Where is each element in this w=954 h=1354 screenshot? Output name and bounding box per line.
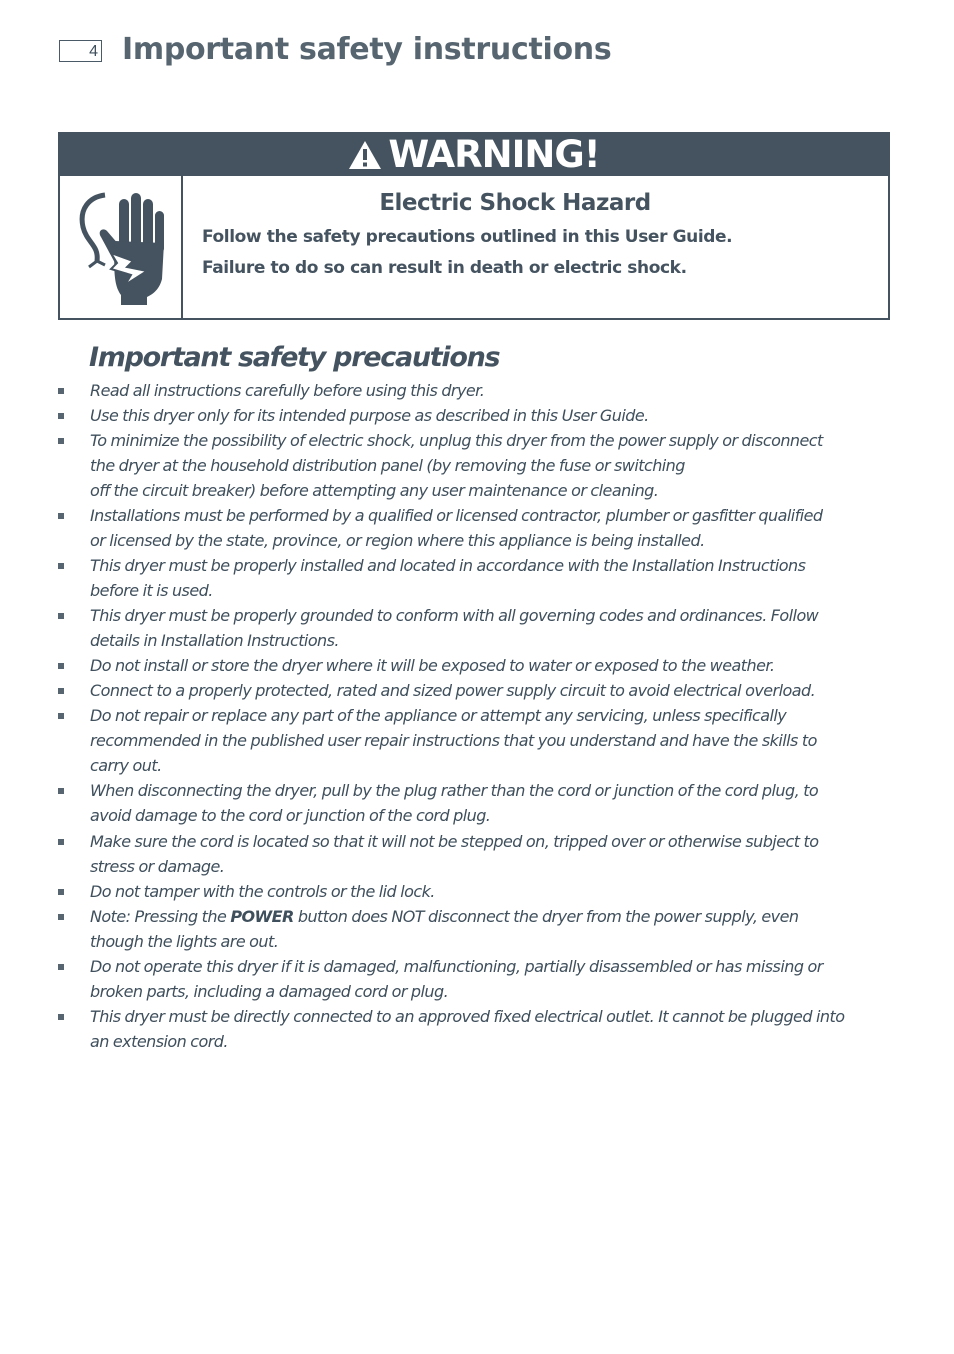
list-item: Do not install or store the dryer where it will be exposed to water or exposed to the weather. [57,653,895,678]
bullet-icon [58,438,64,444]
list-item: To minimize the possibility of electric shock, unplug this dryer from the power supply or disconnect the dryer at the household distribution panel (by removing the fuse or switching off the circuit breaker) before attempting any user maintenance or cleaning. [57,428,895,503]
bullet-icon [58,713,64,719]
list-item: This dryer must be directly connected to an approved fixed electrical outlet. It cannot be plugged into an extension cord. [57,1004,895,1054]
section-title: Important safety precautions [89,342,500,373]
bullet-icon [58,964,64,970]
power-button-label: POWER [230,907,294,926]
electric-shock-hand-icon [71,187,171,307]
hazard-title: Electric Shock Hazard [379,190,651,216]
bullet-icon [58,1014,64,1020]
list-item: Connect to a properly protected, rated and sized power supply circuit to avoid electrical overload. [57,678,895,703]
icon-cell [60,176,183,318]
bullet-icon [58,914,64,920]
bullet-icon [58,413,64,419]
warning-title: WARNING! [388,133,600,176]
hazard-line: Follow the safety precautions outlined in this User Guide. [202,227,733,247]
warning-box [58,132,890,320]
bullet-icon [58,788,64,794]
bullet-icon [58,839,64,845]
bullet-icon [58,688,64,694]
page-number: 4 [59,40,102,62]
warning-triangle-icon [348,140,382,170]
bullet-icon [58,613,64,619]
list-item: Use this dryer only for its intended purpose as described in this User Guide. [57,403,895,428]
list-item: Note: Pressing the POWER button does NOT disconnect the dryer from the power supply, even though the lights are out. [57,904,895,954]
list-item: Installations must be performed by a qualified or licensed contractor, plumber or gasfitter qualified or licensed by the state, province, or region where this appliance is being installed. [57,503,895,553]
bullet-icon [58,889,64,895]
list-item: When disconnecting the dryer, pull by the plug rather than the cord or junction of the cord plug, to avoid damage to the cord or junction of the cord plug. [57,778,895,828]
bullet-icon [58,563,64,569]
hazard-line: Failure to do so can result in death or electric shock. [202,258,687,278]
list-item: This dryer must be properly grounded to conform with all governing codes and ordinances. Follow details in Installation Instructions. [57,603,895,653]
list-item: Do not repair or replace any part of the appliance or attempt any servicing, unless specifically recommended in the published user repair instructions that you understand and have the skills to carry out. [57,703,895,778]
bullet-icon [58,513,64,519]
bullet-icon [58,663,64,669]
list-item: Make sure the cord is located so that it will not be stepped on, tripped over or otherwise subject to stress or damage. [57,829,895,879]
precautions-list [57,378,895,1054]
page-title: Important safety instructions [122,32,612,67]
warning-header [60,134,888,176]
list-item: This dryer must be properly installed and located in accordance with the Installation Instructions before it is used. [57,553,895,603]
list-item: Do not tamper with the controls or the lid lock. [57,879,895,904]
list-item: Do not operate this dryer if it is damaged, malfunctioning, partially disassembled or has missing or broken parts, including a damaged cord or plug. [57,954,895,1004]
list-item: Read all instructions carefully before using this dryer. [57,378,895,403]
bullet-icon [58,388,64,394]
